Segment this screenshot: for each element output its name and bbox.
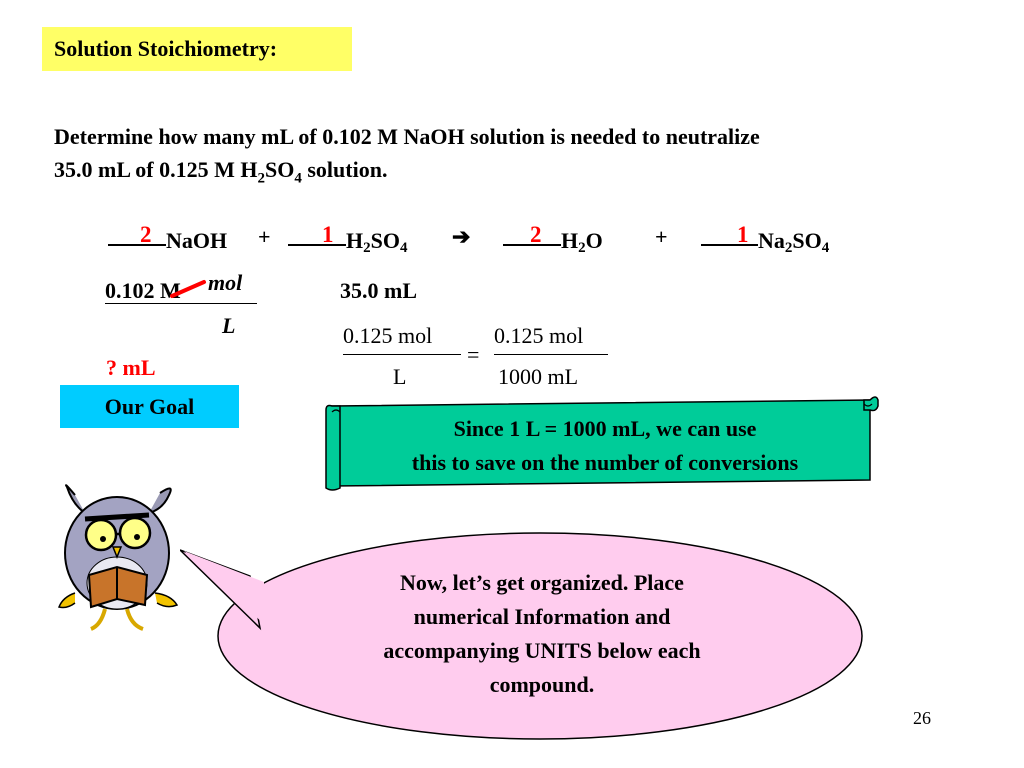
- bubble-line-3: accompanying UNITS below each: [383, 638, 701, 663]
- equation-naoh: NaOH: [108, 224, 227, 254]
- scroll-line-1: Since 1 L = 1000 mL, we can use: [453, 416, 757, 441]
- scroll-line-2: this to save on the number of conversions: [411, 450, 799, 475]
- fraction-right-numerator: 0.125 mol: [494, 323, 584, 348]
- problem-line-2: 35.0 mL of 0.125 M $H_2SO_4$ solution.: [54, 157, 388, 187]
- fraction-left-numerator: 0.125 mol: [343, 323, 433, 348]
- slide-title: Solution Stoichiometry:: [42, 27, 352, 71]
- bubble-line-2: numerical Information and: [413, 604, 671, 629]
- scroll-text: [340, 412, 870, 480]
- problem-line-1: Determine how many mL of 0.102 M NaOH solution is needed to neutralize: [54, 124, 760, 149]
- equation-plus-1: +: [258, 224, 271, 249]
- coefficient-naoh: 2: [140, 222, 152, 247]
- equation-na2so4: $Na_2SO_4$: [701, 224, 829, 254]
- crossed-unit: M: [160, 278, 181, 303]
- naoh-concentration: 0.102 M: [105, 278, 181, 303]
- h2so4-volume: 35.0 mL: [340, 278, 417, 303]
- naoh-den-unit: L: [222, 313, 236, 338]
- equals-sign: =: [467, 342, 480, 367]
- fraction-left-bar: [343, 354, 461, 355]
- coefficient-h2o: 2: [530, 222, 542, 247]
- unknown-volume: ? mL: [106, 355, 156, 380]
- bubble-line-1: Now, let’s get organized. Place: [400, 570, 684, 595]
- coefficient-na2so4: 1: [737, 222, 749, 247]
- reaction-arrow-icon: ➔: [452, 224, 471, 249]
- equation-h2o: $H_2O$: [503, 224, 603, 254]
- fraction-left-denominator: L: [393, 364, 407, 389]
- bubble-line-4: compound.: [489, 672, 595, 697]
- speech-bubble-text: [327, 566, 757, 702]
- goal-label: Our Goal: [60, 385, 239, 428]
- equation-h2so4: $H_2SO_4$: [288, 224, 407, 254]
- cross-out-mark: [168, 278, 208, 300]
- page-number: 26: [913, 708, 931, 728]
- problem-statement: [54, 120, 984, 195]
- fraction-right-bar: [494, 354, 608, 355]
- equation-plus-2: +: [655, 224, 668, 249]
- coefficient-h2so4: 1: [322, 222, 334, 247]
- naoh-fraction-bar: [105, 303, 257, 304]
- naoh-num-unit: mol: [208, 270, 243, 295]
- fraction-right-denominator: 1000 mL: [498, 364, 579, 389]
